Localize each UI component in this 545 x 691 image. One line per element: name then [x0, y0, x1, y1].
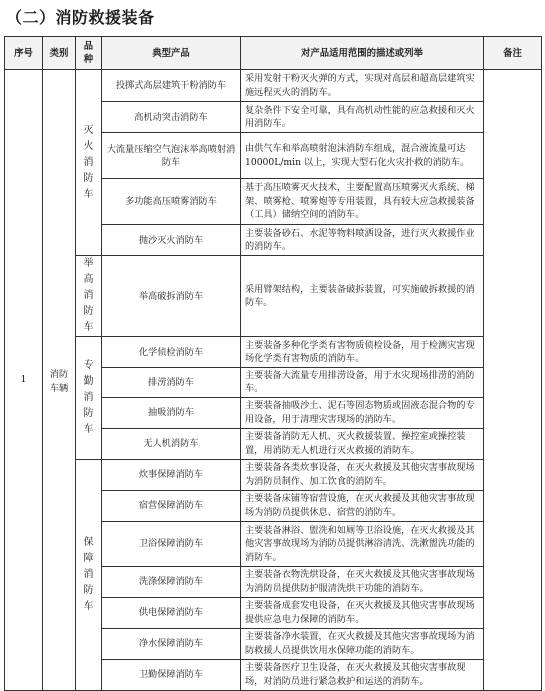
product-cell: 抛沙灭火消防车 — [102, 225, 241, 256]
desc-cell: 主要装备抽吸沙土、泥石等固态物质或固液态混合物的专用设备，用于清理灾害现场的消防车。 — [241, 397, 484, 428]
header-species: 品种 — [76, 37, 102, 70]
desc-cell: 基于高压喷雾灭火技术，主要配置高压喷雾灭火系统、梯架、喷雾枪、喷雾炮等专用装置，具有较大应急救援装备（工具）储纳空间的消防车。 — [241, 179, 484, 225]
product-cell: 无人机消防车 — [102, 428, 241, 459]
product-cell: 举高破拆消防车 — [102, 256, 241, 337]
species-cell: 专勤消防车 — [76, 337, 102, 460]
species-cell: 保障消防车 — [76, 459, 102, 690]
product-cell: 炊事保障消防车 — [102, 459, 241, 490]
header-seq: 序号 — [5, 37, 43, 70]
product-cell: 大流量压缩空气泡沫举高喷射消防车 — [102, 133, 241, 179]
product-cell: 化学侦检消防车 — [102, 337, 241, 368]
desc-cell: 采用发射干粉灭火弹的方式，实现对高层和超高层建筑实施远程灭火的消防车。 — [241, 70, 484, 102]
desc-cell: 主要装备各类炊事设备，在灭火救援及其他灾害事故现场为消防员制作、加工饮食的消防车。 — [241, 459, 484, 490]
desc-cell: 主要装备净水装置，在灭火救援及其他灾害事故现场为消防救援人员提供饮用水保障功能的消防车。 — [241, 628, 484, 659]
product-cell: 抽吸消防车 — [102, 397, 241, 428]
note-cell — [484, 70, 542, 691]
header-category: 类别 — [43, 37, 76, 70]
product-cell: 投掷式高层建筑干粉消防车 — [102, 70, 241, 102]
desc-cell: 采用臂架结构，主要装备破拆装置，可实施破拆救援的消防车。 — [241, 256, 484, 337]
product-cell: 宿营保障消防车 — [102, 490, 241, 521]
category-cell: 消防车辆 — [43, 70, 76, 691]
desc-cell: 主要装备砂石、水泥等物料喷洒设备，进行灭火救援作业的消防车。 — [241, 225, 484, 256]
species-cell: 举高消防车 — [76, 256, 102, 337]
header-note: 备注 — [484, 37, 542, 70]
product-cell: 净水保障消防车 — [102, 628, 241, 659]
desc-cell: 主要装备淋浴、盥洗和如厕等卫浴设施，在灭火救援及其他灾害事故现场为消防员提供淋浴清洗、洗漱盥洗功能的消防车。 — [241, 521, 484, 566]
equipment-table — [4, 36, 542, 691]
desc-cell: 主要装备消防无人机、灭火救援装置、操控室或操控装置，用消防无人机进行灭火救援的消防车。 — [241, 428, 484, 459]
product-cell: 多功能高压喷雾消防车 — [102, 179, 241, 225]
header-row — [5, 37, 542, 70]
species-cell: 灭火消防车 — [76, 70, 102, 256]
product-cell: 供电保障消防车 — [102, 597, 241, 628]
desc-cell: 主要装备医疗卫生设备，在灭火救援及其他灾害事故现场，对消防员进行紧急救护和运送的消防车。 — [241, 659, 484, 690]
desc-cell: 主要装备床铺等宿营设施，在灭火救援及其他灾害事故现场为消防员提供休息、宿营的消防车。 — [241, 490, 484, 521]
product-cell: 卫浴保障消防车 — [102, 521, 241, 566]
table-row — [5, 459, 542, 490]
seq-cell: 1 — [5, 70, 43, 691]
table-row — [5, 337, 542, 368]
desc-cell: 主要装备大流量专用排涝设备，用于水灾现场排涝的消防车。 — [241, 368, 484, 398]
product-cell: 高机动突击消防车 — [102, 102, 241, 133]
product-cell: 洗涤保障消防车 — [102, 566, 241, 597]
product-cell: 卫勤保障消防车 — [102, 659, 241, 690]
desc-cell: 主要装备成套发电设备，在灭火救援及其他灾害事故现场提供应急电力保障的消防车。 — [241, 597, 484, 628]
desc-cell: 主要装备多种化学类有害物质侦检设备，用于检测灾害现场化学类有害物质的消防车。 — [241, 337, 484, 368]
header-desc: 对产品适用范围的描述或列举 — [241, 37, 484, 70]
table-row — [5, 70, 542, 102]
header-product: 典型产品 — [102, 37, 241, 70]
product-cell: 排涝消防车 — [102, 368, 241, 398]
desc-cell: 复杂条件下安全可靠，具有高机动性能的应急救援和灭火用消防车。 — [241, 102, 484, 133]
table-row — [5, 256, 542, 337]
desc-cell: 主要装备衣物洗烘设备，在灭火救援及其他灾害事故现场为消防员提供防护服清洗烘干功能的消防车。 — [241, 566, 484, 597]
desc-cell: 由供气车和举高喷射泡沫消防车组成，混合液流量可达 10000L/min 以上，实现大型石化火灾扑救的消防车。 — [241, 133, 484, 179]
section-title: （二）消防救援装备 — [6, 8, 155, 27]
